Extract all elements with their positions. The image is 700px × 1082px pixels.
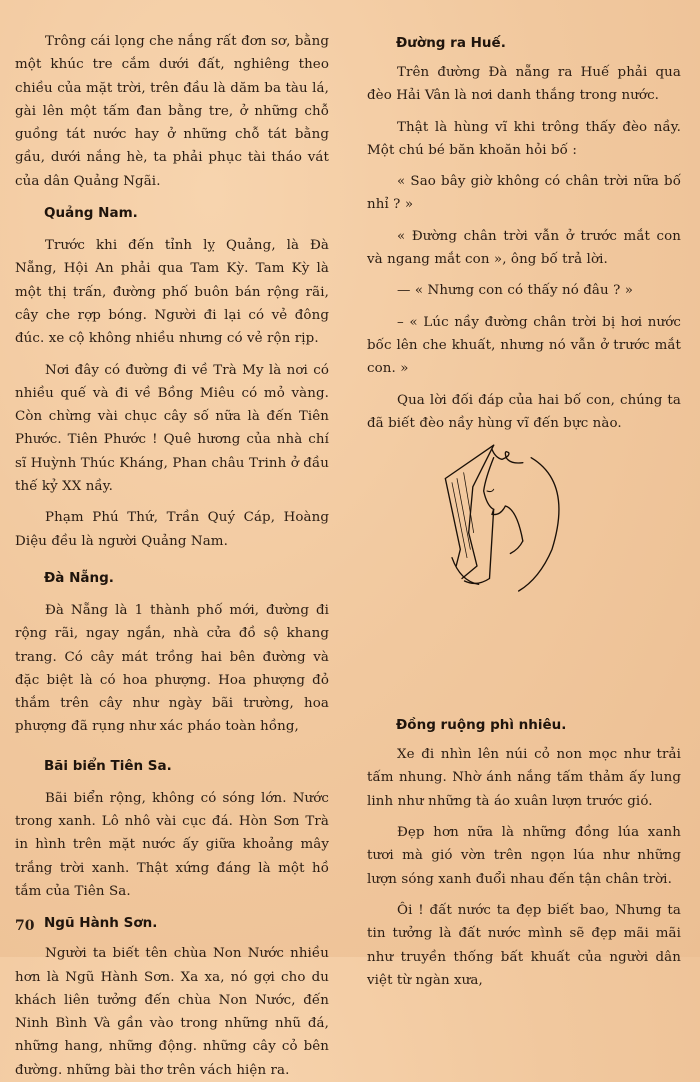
paragraph: Người ta biết tên chùa Non Nước nhiều hơn là Ngũ Hành Sơn. Xa xa, nó gợi cho du khách liên tưởng đến chùa Non Nước, đến Ninh Bình Và gần vào trong những nhũ đá, những hang, những động. những cây cỏ bên đường. những bài thơ trên vách hiện ra. bbox=[15, 946, 329, 1078]
section-heading-quang-nam: Quảng Nam. bbox=[44, 205, 138, 222]
section-heading-duong-ra-hue: Đường ra Huế. bbox=[396, 35, 506, 51]
paragraph: Đà Nẵng là 1 thành phố mới, đường đi rộng rãi, ngay ngắn, nhà cửa đồ sộ khang trang. Có cây mát trồng hai bên đường và đặc biệt là có hoa phượng. Hoa phượng đỏ thắm trên cây như ngày bãi trường, hoa phượng đã rụng như xác pháo toàn hồng, bbox=[15, 602, 329, 735]
section-heading-dong-ruong-phi-nhieu: Đồng ruộng phì nhiêu. bbox=[396, 717, 567, 734]
paragraph: Bãi biển rộng, không có sóng lớn. Nước trong xanh. Lô nhô vài cục đá. Hòn Sơn Trà in hình trên mặt nước ấy giữa khoảng mây trắng trời xanh. Thật xứng đáng là một hồ tắm của Tiên Sa. bbox=[15, 790, 329, 899]
paragraph: Xe đi nhìn lên núi cỏ non mọc như trải tấm nhung. Nhờ ánh nắng tấm thảm ấy lung linh như những tà áo xuân lượn trước gió. bbox=[367, 747, 681, 809]
section-heading-ngu-hanh-son: Ngũ Hành Sơn. bbox=[44, 915, 158, 932]
illustration-strokes bbox=[445, 445, 559, 591]
dialogue-line: – « Lúc nầy đường chân trời bị hơi nước bốc lên che khuất, nhưng nó vẫn ở trước mắt con. » bbox=[367, 314, 681, 377]
left-column bbox=[15, 0, 329, 1082]
paragraph: Qua lời đối đáp của hai bố con, chúng ta đã biết đèo nầy hùng vĩ đến bực nào. bbox=[367, 392, 681, 431]
intro-paragraph: Trông cái lọng che nắng rất đơn sơ, bằng một khúc tre cắm dưới đất, nghiêng theo chiều của mặt trời, trên đầu là dăm ba tàu lá, gài lên một tấm đan bằng tre, ở những chỗ guồng tát nước hay ở những chỗ tát bằng gầu, dưới nắng hè, ta phải phục tài tháo vát của dân Quảng Ngãi. bbox=[15, 34, 329, 189]
paragraph: Đẹp hơn nữa là những đồng lúa xanh tươi mà gió vờn trên ngọn lúa như những lượn sóng xanh đuổi nhau đến tận chân trời. bbox=[367, 825, 681, 887]
paragraph: Nơi đây có đường đi về Trà My là nơi có nhiều quế và đi về Bồng Miêu có mỏ vàng. Còn chừng vài chục cây số nữa là đến Tiên Phước. Tiên Phước ! Quê hương của nhà chí sĩ Huỳnh Thúc Kháng, Phan châu Trinh ở đầu thế kỷ XX nầy. bbox=[15, 362, 329, 495]
girl-with-conical-hat-illustration bbox=[427, 432, 577, 600]
dialogue-line: — « Nhưng con có thấy nó đâu ? » bbox=[397, 283, 634, 299]
dialogue-line: « Đường chân trời vẫn ở trước mắt con và ngang mắt con », ông bố trả lời. bbox=[367, 228, 681, 268]
paragraph: Thật là hùng vĩ khi trông thấy đèo nầy. Một chú bé băn khoăn hỏi bố : bbox=[367, 119, 681, 158]
paragraph: Trước khi đến tỉnh lỵ Quảng, là Đà Nẵng, Hội An phải qua Tam Kỳ. Tam Kỳ là một thị trấn, đường phố buôn bán rộng rãi, cây che rợp bóng. Người đi lại có vẻ đông đúc. xe cộ không nhiều nhưng có vẻ rộn rịp. bbox=[15, 238, 329, 347]
section-heading-da-nang: Đà Nẵng. bbox=[44, 569, 114, 586]
page-number: 70 bbox=[15, 918, 35, 934]
dialogue-line: « Sao bây giờ không có chân trời nữa bố nhỉ ? » bbox=[367, 174, 681, 213]
paragraph: Ôi ! đất nước ta đẹp biết bao, Nhưng ta tin tưởng là đất nước mình sẽ đẹp mãi mãi như truyền thống bất khuất của người dân việt từ ngàn xưa, bbox=[367, 902, 681, 988]
paragraph: Phạm Phú Thứ, Trần Quý Cáp, Hoàng Diệu đều là người Quảng Nam. bbox=[15, 510, 329, 549]
section-heading-bai-bien-tien-sa: Bãi biển Tiên Sa. bbox=[44, 757, 172, 774]
paragraph: Trên đường Đà nẵng ra Huế phải qua đèo Hải Vân là nơi danh thắng trong nước. bbox=[367, 65, 681, 104]
